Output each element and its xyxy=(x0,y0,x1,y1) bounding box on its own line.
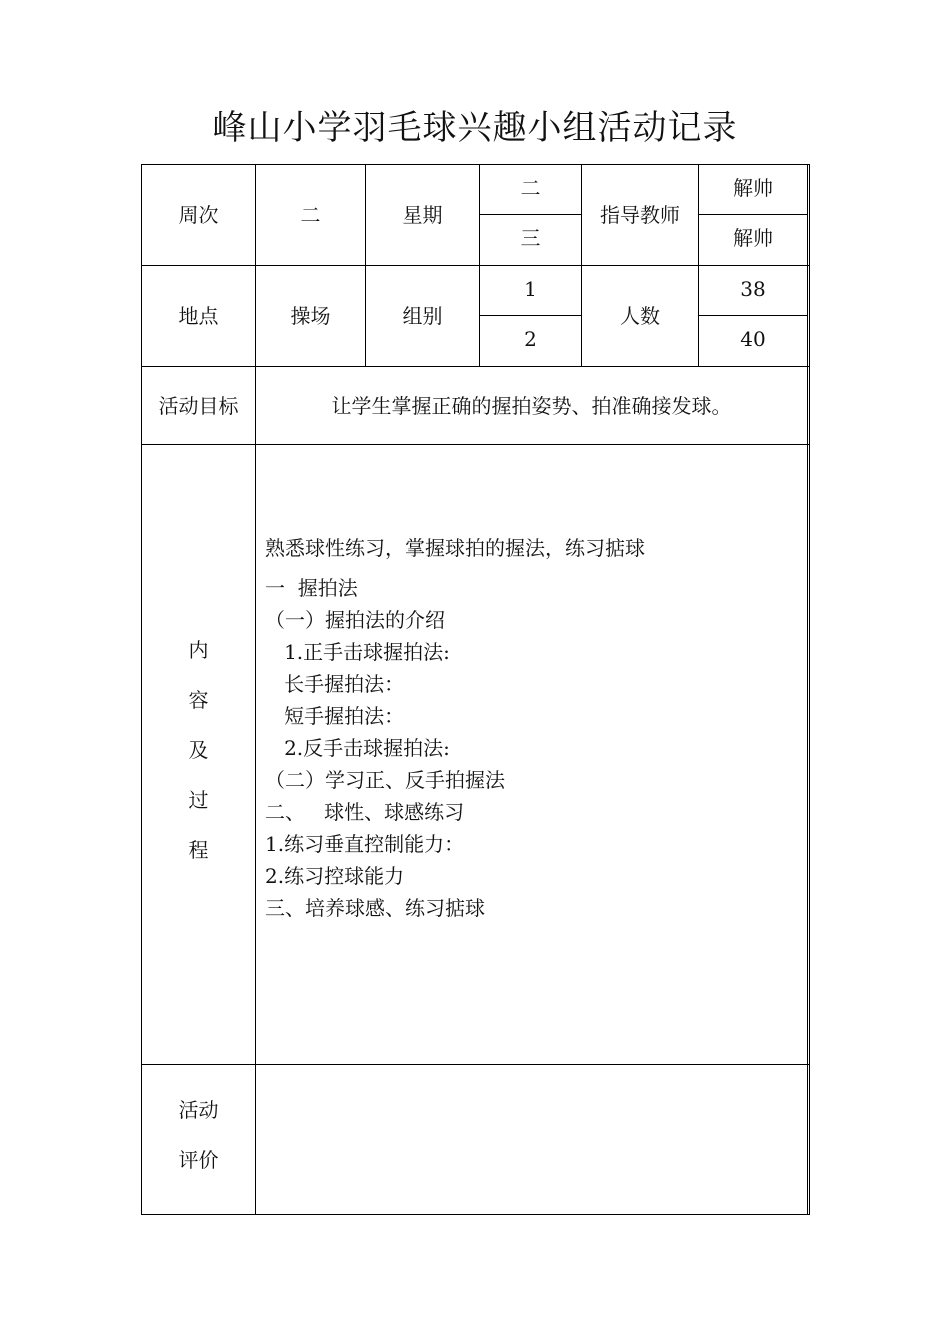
content-line: 2.反手击球握拍法: xyxy=(265,736,450,760)
content-line: 2.练习控球能力 xyxy=(265,864,405,888)
content-body xyxy=(265,532,645,924)
content-line: 1.练习垂直控制能力： xyxy=(265,832,465,856)
content-label-char: 容 xyxy=(188,688,209,712)
count-value-1: 38 xyxy=(740,276,766,301)
place-value: 操场 xyxy=(290,304,331,328)
weekday-value-2: 三 xyxy=(520,225,541,250)
content-label xyxy=(142,625,255,875)
evaluation-label-line: 活动 xyxy=(178,1098,219,1122)
goal-label: 活动目标 xyxy=(158,393,239,418)
week-label: 周次 xyxy=(178,203,219,227)
count-value-2: 40 xyxy=(740,326,766,351)
row-divider xyxy=(141,444,809,445)
week-value: 二 xyxy=(300,203,321,227)
content-line: 二、 球性、球感练习 xyxy=(265,800,465,824)
content-line: 三、培养球感、练习掂球 xyxy=(265,896,485,920)
table-border-right xyxy=(807,164,808,1215)
content-line: （一）握拍法的介绍 xyxy=(265,608,445,632)
group-value-1: 1 xyxy=(524,276,537,301)
content-line: 熟悉球性练习，掌握球拍的握法，练习掂球 xyxy=(265,536,645,560)
teacher-value-1: 解帅 xyxy=(733,175,773,200)
content-line: 短手握拍法： xyxy=(265,704,405,728)
table-border-bottom xyxy=(141,1214,809,1215)
content-line: 1.正手击球握拍法: xyxy=(265,640,450,664)
content-label-char: 及 xyxy=(188,738,209,762)
weekday-label: 星期 xyxy=(402,203,443,227)
teacher-label: 指导教师 xyxy=(600,203,680,227)
teacher-value-2: 解帅 xyxy=(733,225,773,250)
table-border-right-outer xyxy=(809,164,810,1215)
content-line: （二）学习正、反手拍握法 xyxy=(265,768,505,792)
place-label: 地点 xyxy=(178,304,219,328)
content-line: 长手握拍法： xyxy=(265,672,405,696)
document-title: 峰山小学羽毛球兴趣小组活动记录 xyxy=(212,108,738,148)
content-label-char: 过 xyxy=(188,788,209,812)
count-label: 人数 xyxy=(620,304,660,328)
weekday-value-1: 二 xyxy=(520,175,541,200)
evaluation-field[interactable] xyxy=(256,1065,807,1214)
goal-text: 让学生掌握正确的握拍姿势、拍准确接发球。 xyxy=(331,393,732,418)
group-label: 组别 xyxy=(402,304,443,328)
content-line: 一 握拍法 xyxy=(265,576,358,600)
group-value-2: 2 xyxy=(524,326,537,351)
evaluation-label-line: 评价 xyxy=(178,1148,219,1172)
evaluation-label xyxy=(142,1085,255,1185)
content-label-char: 内 xyxy=(188,638,209,662)
content-label-char: 程 xyxy=(188,838,209,862)
